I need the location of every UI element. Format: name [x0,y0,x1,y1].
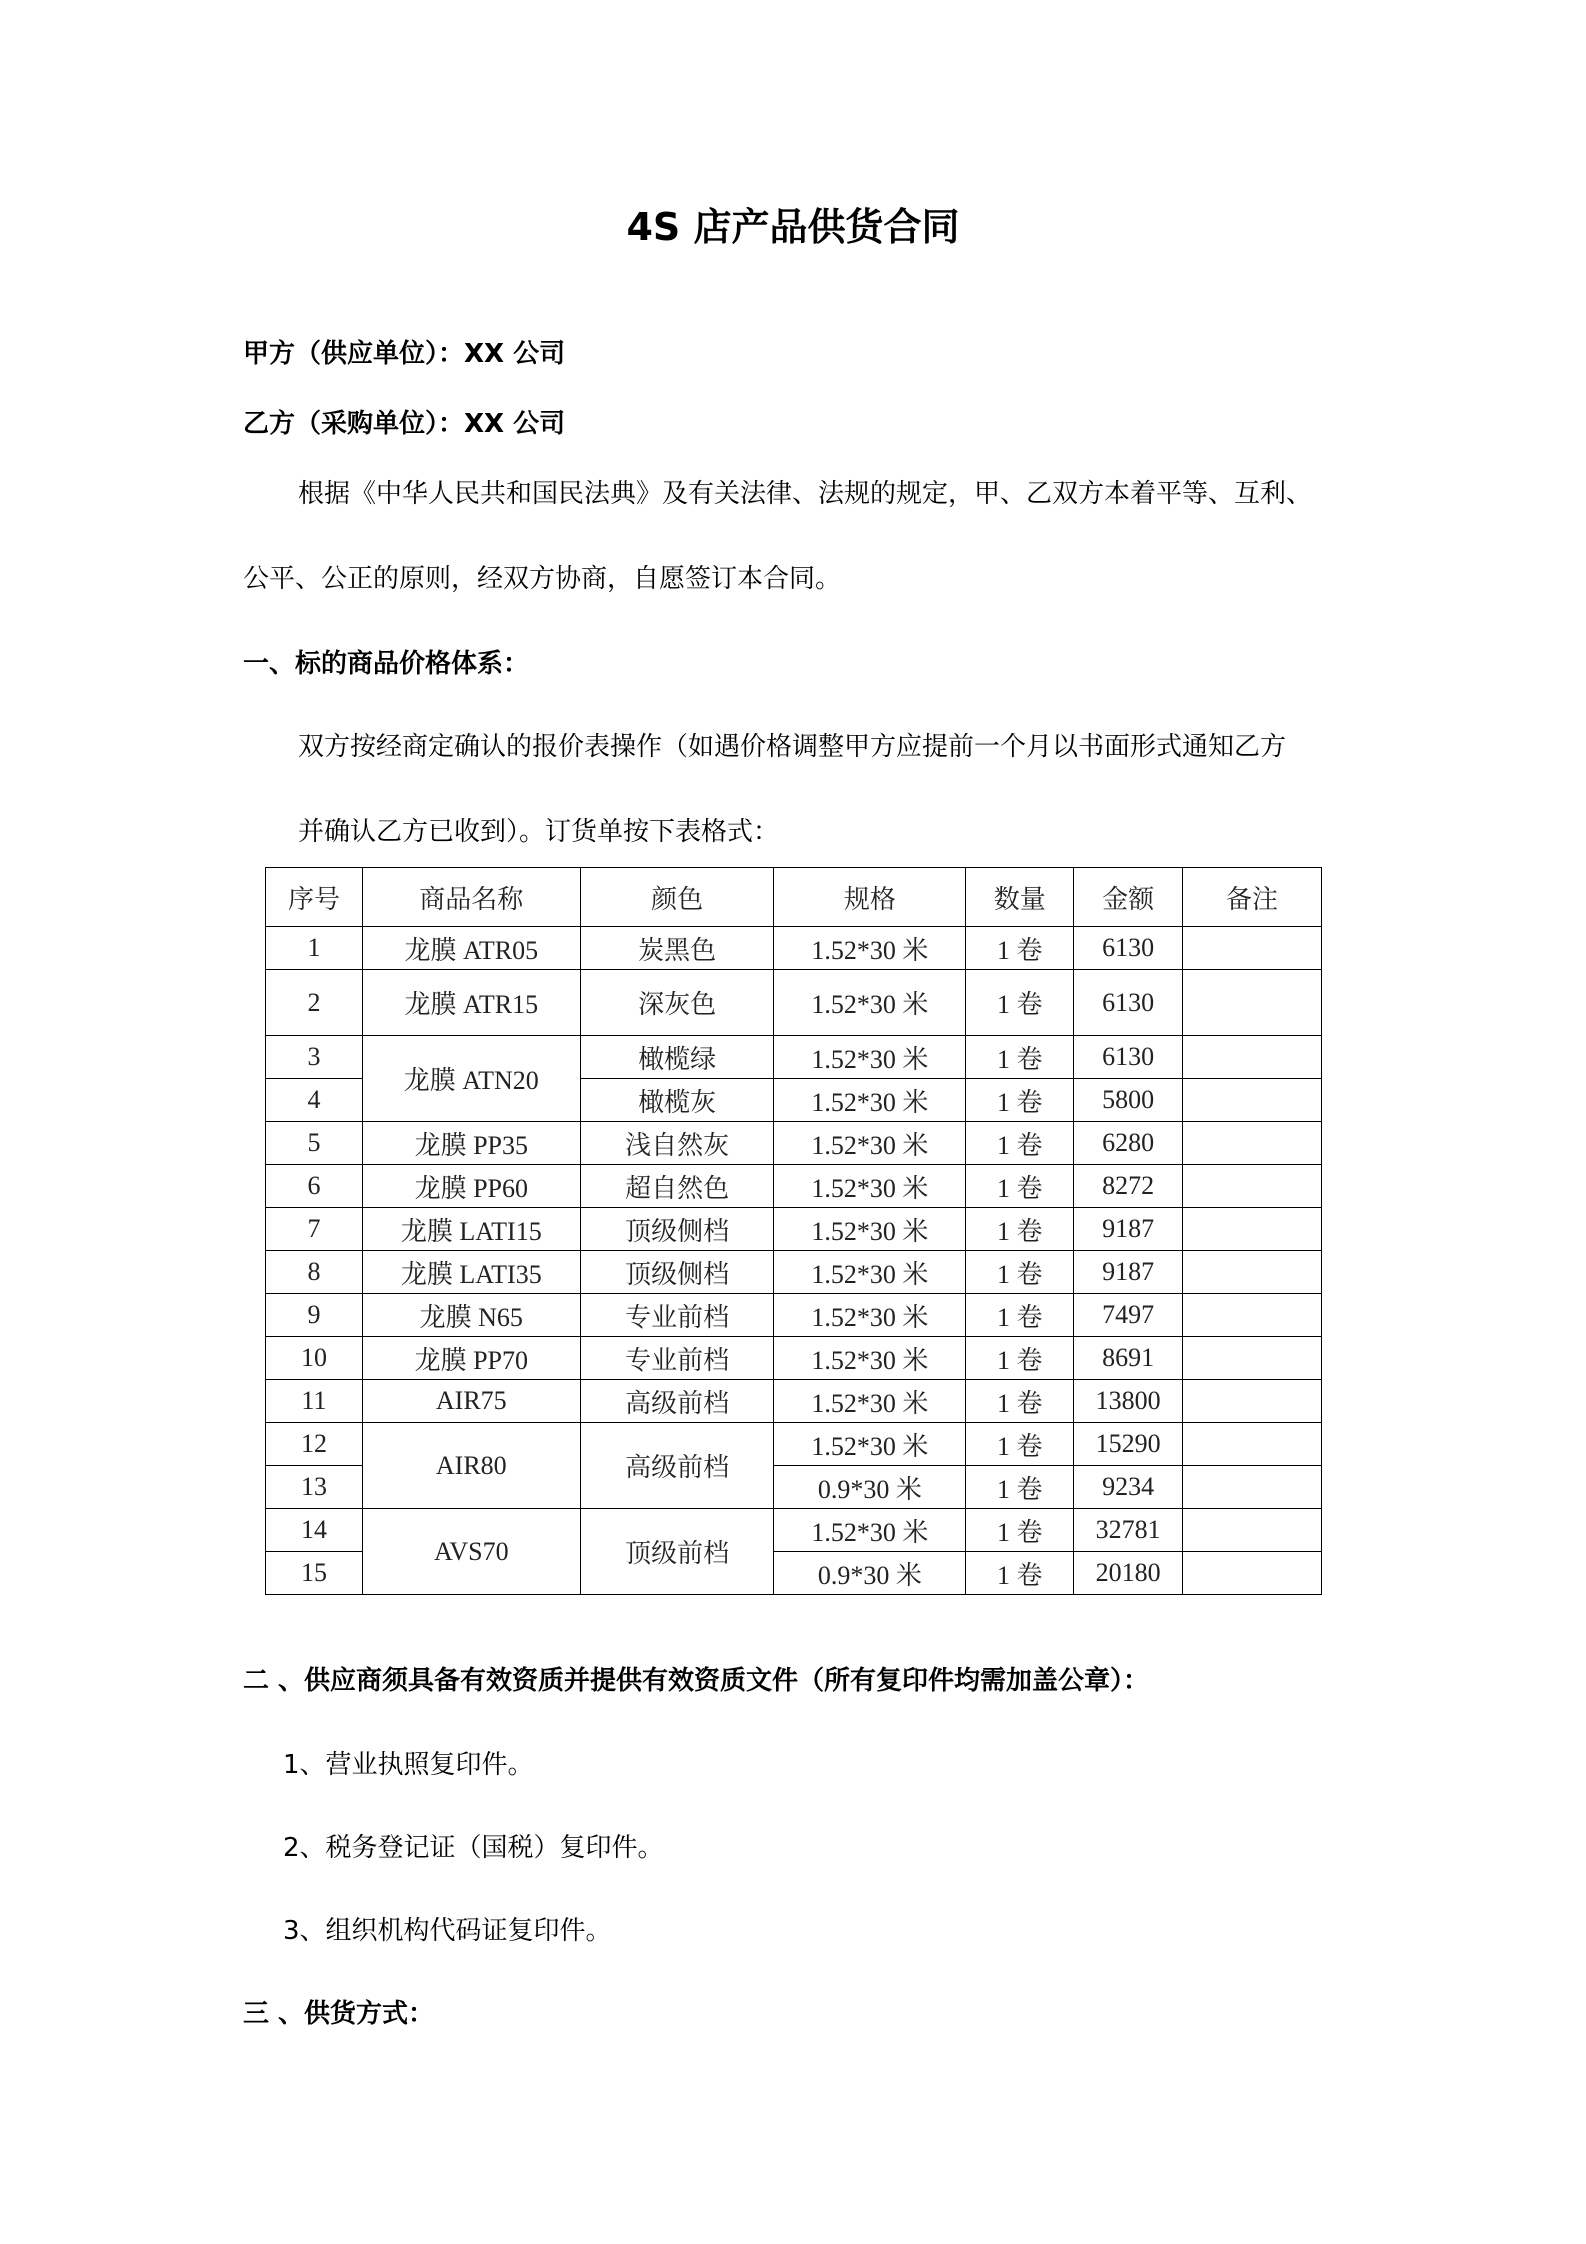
cell-name: 龙膜 ATN20 [362,1036,580,1122]
cell-spec: 1.52*30 米 [774,1079,966,1122]
cell-name: 龙膜 PP35 [362,1122,580,1165]
cell-qty: 1 卷 [966,1552,1074,1595]
cell-note [1183,1036,1322,1079]
cell-qty: 1 卷 [966,1122,1074,1165]
cell-note [1183,1380,1322,1423]
cell-note [1183,1509,1322,1552]
cell-no: 14 [266,1509,363,1552]
cell-name: AVS70 [362,1509,580,1595]
table-row [266,1509,1322,1552]
intro-line-2: 公平、公正的原则，经双方协商，自愿签订本合同。 [243,564,842,594]
cell-name: 龙膜 N65 [362,1294,580,1337]
cell-amount: 6280 [1074,1122,1183,1165]
cell-color: 顶级前档 [580,1509,774,1595]
cell-name: AIR75 [362,1380,580,1423]
cell-amount: 6130 [1074,1036,1183,1079]
cell-no: 13 [266,1466,363,1509]
table-row [266,1036,1322,1079]
intro-line-1: 根据《中华人民共和国民法典》及有关法律、法规的规定，甲、乙双方本着平等、互利、 [298,479,1313,509]
header-name: 商品名称 [362,868,580,927]
cell-amount: 20180 [1074,1552,1183,1595]
cell-no: 5 [266,1122,363,1165]
header-no: 序号 [266,868,363,927]
party-a: 甲方（供应单位）：XX 公司 [243,339,566,369]
cell-name: 龙膜 PP70 [362,1337,580,1380]
cell-spec: 1.52*30 米 [774,1122,966,1165]
section-1-para-line-1: 双方按经商定确认的报价表操作（如遇价格调整甲方应提前一个月以书面形式通知乙方 [298,732,1287,762]
cell-qty: 1 卷 [966,1251,1074,1294]
party-b: 乙方（采购单位）：XX 公司 [243,409,566,439]
cell-note [1183,1423,1322,1466]
cell-qty: 1 卷 [966,1380,1074,1423]
section-2-item-3: 3、组织机构代码证复印件。 [283,1916,612,1946]
cell-color: 橄榄绿 [580,1036,774,1079]
cell-amount: 8272 [1074,1165,1183,1208]
header-amount: 金额 [1074,868,1183,927]
cell-note [1183,1552,1322,1595]
section-2-heading: 二 、供应商须具备有效资质并提供有效资质文件（所有复印件均需加盖公章）： [243,1666,1150,1696]
cell-qty: 1 卷 [966,1208,1074,1251]
cell-name: 龙膜 LATI35 [362,1251,580,1294]
cell-spec: 0.9*30 米 [774,1552,966,1595]
cell-qty: 1 卷 [966,1165,1074,1208]
table-row [266,1294,1322,1337]
cell-note [1183,1251,1322,1294]
table-row [266,1251,1322,1294]
cell-spec: 1.52*30 米 [774,1509,966,1552]
section-2-item-2: 2、税务登记证（国税）复印件。 [283,1833,664,1863]
cell-qty: 1 卷 [966,1294,1074,1337]
cell-spec: 1.52*30 米 [774,1337,966,1380]
cell-color: 浅自然灰 [580,1122,774,1165]
table-row [266,927,1322,970]
cell-spec: 0.9*30 米 [774,1466,966,1509]
cell-qty: 1 卷 [966,1423,1074,1466]
cell-color: 超自然色 [580,1165,774,1208]
cell-qty: 1 卷 [966,927,1074,970]
header-qty: 数量 [966,868,1074,927]
cell-note [1183,970,1322,1036]
cell-amount: 7497 [1074,1294,1183,1337]
cell-note [1183,1337,1322,1380]
cell-note [1183,1165,1322,1208]
cell-qty: 1 卷 [966,1509,1074,1552]
cell-qty: 1 卷 [966,1337,1074,1380]
cell-spec: 1.52*30 米 [774,1165,966,1208]
cell-color: 专业前档 [580,1337,774,1380]
cell-color: 顶级侧档 [580,1251,774,1294]
cell-name: 龙膜 LATI15 [362,1208,580,1251]
cell-note [1183,927,1322,970]
cell-amount: 9234 [1074,1466,1183,1509]
table-row [266,1208,1322,1251]
cell-no: 8 [266,1251,363,1294]
cell-no: 10 [266,1337,363,1380]
cell-amount: 9187 [1074,1251,1183,1294]
cell-name: 龙膜 ATR15 [362,970,580,1036]
cell-no: 15 [266,1552,363,1595]
cell-name: 龙膜 ATR05 [362,927,580,970]
cell-color: 专业前档 [580,1294,774,1337]
table-row [266,1337,1322,1380]
cell-color: 深灰色 [580,970,774,1036]
section-2-item-1: 1、营业执照复印件。 [283,1750,534,1780]
cell-no: 9 [266,1294,363,1337]
cell-amount: 5800 [1074,1079,1183,1122]
cell-note [1183,1294,1322,1337]
cell-color: 高级前档 [580,1380,774,1423]
cell-amount: 9187 [1074,1208,1183,1251]
table-row [266,970,1322,1036]
header-note: 备注 [1183,868,1322,927]
cell-no: 3 [266,1036,363,1079]
cell-spec: 1.52*30 米 [774,1251,966,1294]
cell-no: 4 [266,1079,363,1122]
header-spec: 规格 [774,868,966,927]
section-3-heading: 三 、供货方式： [243,1999,435,2029]
cell-qty: 1 卷 [966,1079,1074,1122]
cell-amount: 6130 [1074,970,1183,1036]
cell-spec: 1.52*30 米 [774,970,966,1036]
cell-color: 顶级侧档 [580,1208,774,1251]
cell-color: 高级前档 [580,1423,774,1509]
cell-note [1183,1079,1322,1122]
table-row [266,1380,1322,1423]
cell-note [1183,1466,1322,1509]
cell-spec: 1.52*30 米 [774,1208,966,1251]
cell-no: 6 [266,1165,363,1208]
cell-amount: 15290 [1074,1423,1183,1466]
cell-name: AIR80 [362,1423,580,1509]
cell-spec: 1.52*30 米 [774,1294,966,1337]
cell-qty: 1 卷 [966,970,1074,1036]
cell-spec: 1.52*30 米 [774,927,966,970]
table-row [266,1165,1322,1208]
cell-no: 7 [266,1208,363,1251]
document-title: 4S 店产品供货合同 [626,205,960,249]
table-row [266,1423,1322,1466]
header-color: 颜色 [580,868,774,927]
cell-note [1183,1208,1322,1251]
cell-amount: 8691 [1074,1337,1183,1380]
cell-name: 龙膜 PP60 [362,1165,580,1208]
cell-no: 11 [266,1380,363,1423]
cell-amount: 13800 [1074,1380,1183,1423]
section-1-para-line-2: 并确认乙方已收到）。订货单按下表格式： [298,817,780,847]
cell-spec: 1.52*30 米 [774,1423,966,1466]
cell-amount: 6130 [1074,927,1183,970]
order-table [265,867,1322,1595]
cell-no: 1 [266,927,363,970]
cell-spec: 1.52*30 米 [774,1036,966,1079]
cell-spec: 1.52*30 米 [774,1380,966,1423]
section-1-heading: 一、标的商品价格体系： [243,649,530,679]
cell-note [1183,1122,1322,1165]
table-header-row [266,868,1322,927]
cell-qty: 1 卷 [966,1466,1074,1509]
table-row [266,1122,1322,1165]
cell-no: 12 [266,1423,363,1466]
cell-color: 炭黑色 [580,927,774,970]
cell-no: 2 [266,970,363,1036]
cell-amount: 32781 [1074,1509,1183,1552]
cell-qty: 1 卷 [966,1036,1074,1079]
cell-color: 橄榄灰 [580,1079,774,1122]
